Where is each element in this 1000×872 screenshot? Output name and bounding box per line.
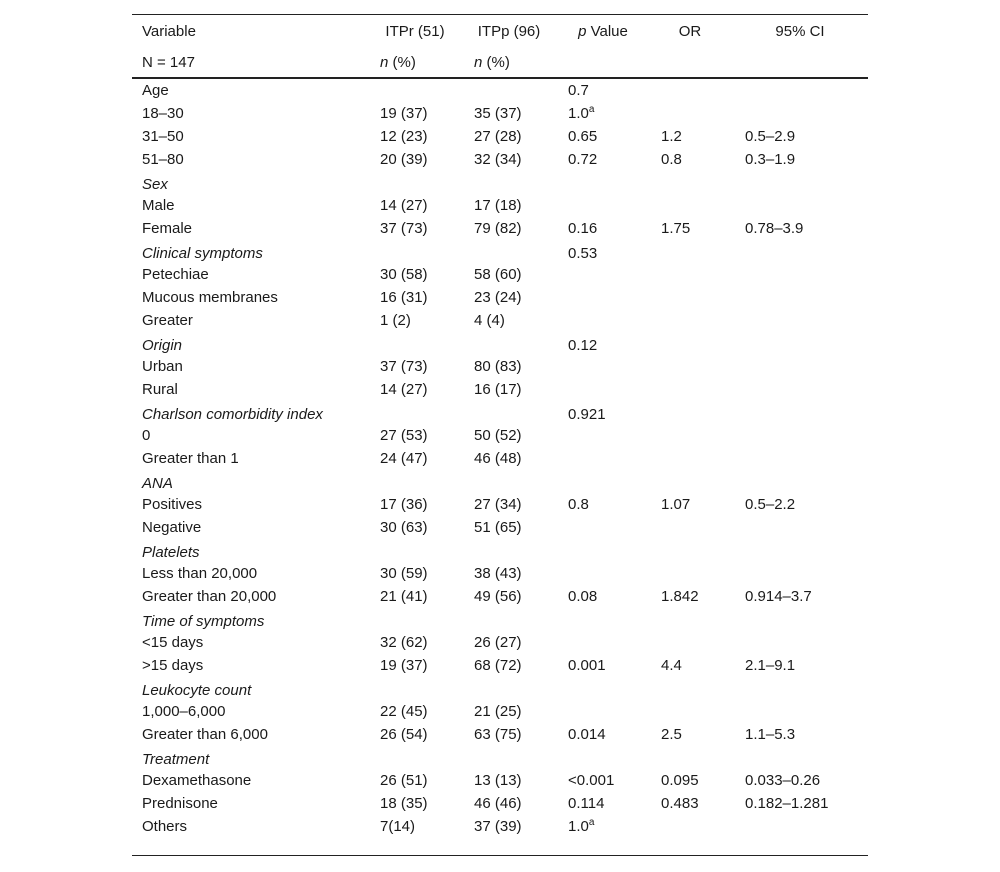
cell-itpp: 21 (25) xyxy=(474,703,522,720)
cell-variable: Clinical symptoms xyxy=(142,245,263,262)
cell-ci: 2.1–9.1 xyxy=(745,657,796,674)
cell-p-value: 0.65 xyxy=(568,128,598,145)
cell-itpp: 16 (17) xyxy=(474,381,522,398)
cell-variable: Origin xyxy=(142,337,183,354)
cell-variable: Mucous membranes xyxy=(142,289,278,306)
table-header-rule xyxy=(132,77,868,79)
cell-p-value: 1.0$^a$ xyxy=(568,104,595,122)
cell-itpp: 32 (34) xyxy=(474,151,522,168)
cell-variable: Greater than 20,000 xyxy=(142,588,277,605)
header-p-rest: Value xyxy=(586,23,628,40)
cell-itpp: 68 (72) xyxy=(474,657,522,674)
cell-itpr: 21 (41) xyxy=(380,588,428,605)
cell-variable: Charlson comorbidity index xyxy=(142,406,323,423)
cell-itpp: 50 (52) xyxy=(474,427,522,444)
cell-itpp: 26 (27) xyxy=(474,634,522,651)
cell-or: 4.4 xyxy=(661,657,682,674)
cell-itpr: 19 (37) xyxy=(380,657,428,674)
cell-p-value: 0.001 xyxy=(568,657,606,674)
cell-or: 1.75 xyxy=(661,220,691,237)
cell-variable: Treatment xyxy=(142,751,210,768)
cell-itpp: 17 (18) xyxy=(474,197,522,214)
subheader-itpr-n-italic: n xyxy=(380,54,389,71)
cell-itpr: 37 (73) xyxy=(380,220,428,237)
cell-variable: 51–80 xyxy=(142,151,184,168)
cell-itpp: 38 (43) xyxy=(474,565,522,582)
cell-ci: 0.5–2.2 xyxy=(745,496,796,513)
cell-itpr: 19 (37) xyxy=(380,105,428,122)
cell-p-value: 0.114 xyxy=(568,795,605,812)
cell-p-value: 0.014 xyxy=(568,726,606,743)
cell-itpp: 4 (4) xyxy=(474,312,505,329)
cell-p-value: 0.8 xyxy=(568,496,589,513)
cell-itpr: 14 (27) xyxy=(380,197,428,214)
cell-or: 1.07 xyxy=(661,496,691,513)
cell-variable: Age xyxy=(142,82,169,99)
cell-variable: Dexamethasone xyxy=(142,772,252,789)
cell-itpr: 16 (31) xyxy=(380,289,428,306)
cell-variable: Leukocyte count xyxy=(142,682,252,699)
cell-ci: 0.3–1.9 xyxy=(745,151,796,168)
cell-variable: Less than 20,000 xyxy=(142,565,258,582)
cell-itpp: 80 (83) xyxy=(474,358,522,375)
cell-itpp: 27 (34) xyxy=(474,496,522,513)
cell-or: 0.8 xyxy=(661,151,682,168)
cell-itpr: 20 (39) xyxy=(380,151,428,168)
cell-itpp: 13 (13) xyxy=(474,772,522,789)
header-p-italic: p xyxy=(578,23,587,40)
cell-variable: 0 xyxy=(142,427,151,444)
cell-itpp: 51 (65) xyxy=(474,519,522,536)
cell-variable: Positives xyxy=(142,496,203,513)
cell-itpp: 37 (39) xyxy=(474,818,522,835)
cell-variable: Male xyxy=(142,197,175,214)
cell-ci: 0.182–1.281 xyxy=(745,795,829,812)
cell-variable: Rural xyxy=(142,381,178,398)
cell-itpr: 18 (35) xyxy=(380,795,428,812)
cell-variable: Female xyxy=(142,220,193,237)
cell-ci: 0.033–0.26 xyxy=(745,772,821,789)
cell-p-value: 1.0$^a$ xyxy=(568,817,595,835)
cell-p-value: 0.16 xyxy=(568,220,598,237)
cell-itpp: 35 (37) xyxy=(474,105,522,122)
footnote-marker: a xyxy=(588,104,595,115)
cell-itpp: 46 (48) xyxy=(474,450,522,467)
cell-variable: Petechiae xyxy=(142,266,209,283)
cell-ci: 0.5–2.9 xyxy=(745,128,796,145)
cell-itpp: 23 (24) xyxy=(474,289,522,306)
cell-itpp: 58 (60) xyxy=(474,266,522,283)
table-bottom-rule xyxy=(132,855,868,856)
header-p-value xyxy=(560,23,646,41)
cell-variable: >15 days xyxy=(142,657,204,674)
subheader-itpp-n xyxy=(474,54,510,72)
cell-variable: Prednisone xyxy=(142,795,218,812)
cell-ci: 1.1–5.3 xyxy=(745,726,796,743)
cell-variable: Sex xyxy=(142,176,168,193)
cell-itpp: 63 (75) xyxy=(474,726,522,743)
cell-variable: Greater than 1 xyxy=(142,450,239,467)
cell-variable: Greater than 6,000 xyxy=(142,726,268,743)
cell-itpp: 27 (28) xyxy=(474,128,522,145)
cell-itpr: 14 (27) xyxy=(380,381,428,398)
cell-variable: 18–30 xyxy=(142,105,184,122)
cell-or: 0.095 xyxy=(661,772,699,789)
cell-itpr: 27 (53) xyxy=(380,427,428,444)
subheader-itpp-n-italic: n xyxy=(474,54,483,71)
cell-p-value: 0.12 xyxy=(568,337,598,354)
cell-p-value: 0.7 xyxy=(568,82,589,99)
cell-p-value: 0.72 xyxy=(568,151,598,168)
cell-itpr: 22 (45) xyxy=(380,703,428,720)
cell-itpr: 1 (2) xyxy=(380,312,411,329)
cell-itpr: 12 (23) xyxy=(380,128,428,145)
cell-ci: 0.78–3.9 xyxy=(745,220,804,237)
cell-variable: Platelets xyxy=(142,544,200,561)
cell-variable: Others xyxy=(142,818,188,835)
cell-itpp: 46 (46) xyxy=(474,795,522,812)
cell-variable: 1,000–6,000 xyxy=(142,703,226,720)
cell-p-value: 0.921 xyxy=(568,406,606,423)
header-itpr: ITPr (51) xyxy=(385,23,445,40)
cell-variable: Negative xyxy=(142,519,202,536)
cell-itpr: 7(14) xyxy=(380,818,416,835)
cell-itpr: 32 (62) xyxy=(380,634,428,651)
cell-p-value: 0.08 xyxy=(568,588,598,605)
cell-variable: 31–50 xyxy=(142,128,184,145)
cell-or: 1.2 xyxy=(661,128,682,145)
cell-itpr: 24 (47) xyxy=(380,450,428,467)
subheader-itpp-pct: (%) xyxy=(482,54,510,71)
cell-variable: Urban xyxy=(142,358,183,375)
subheader-itpr-pct: (%) xyxy=(388,54,416,71)
cell-variable: Time of symptoms xyxy=(142,613,265,630)
cell-itpr: 30 (58) xyxy=(380,266,428,283)
header-itpp: ITPp (96) xyxy=(477,23,541,40)
cell-or: 2.5 xyxy=(661,726,682,743)
cell-p-value: <0.001 xyxy=(568,772,615,789)
cell-itpr: 37 (73) xyxy=(380,358,428,375)
header-or: OR xyxy=(678,23,702,40)
cell-itpr: 30 (59) xyxy=(380,565,428,582)
footnote-marker: a xyxy=(588,817,595,828)
cell-variable: ANA xyxy=(142,475,173,492)
subheader-n-total: N = 147 xyxy=(142,54,195,71)
cell-variable: <15 days xyxy=(142,634,204,651)
cell-itpp: 79 (82) xyxy=(474,220,522,237)
header-variable: Variable xyxy=(142,23,196,40)
cell-itpp: 49 (56) xyxy=(474,588,522,605)
cell-itpr: 30 (63) xyxy=(380,519,428,536)
cell-itpr: 26 (51) xyxy=(380,772,428,789)
cell-or: 0.483 xyxy=(661,795,699,812)
cell-itpr: 17 (36) xyxy=(380,496,428,513)
header-ci: 95% CI xyxy=(775,23,825,40)
subheader-itpr-n xyxy=(380,54,416,72)
cell-variable: Greater xyxy=(142,312,193,329)
table-top-rule xyxy=(132,14,868,15)
cell-p-value: 0.53 xyxy=(568,245,598,262)
cell-itpr: 26 (54) xyxy=(380,726,428,743)
cell-or: 1.842 xyxy=(661,588,699,605)
cell-ci: 0.914–3.7 xyxy=(745,588,812,605)
